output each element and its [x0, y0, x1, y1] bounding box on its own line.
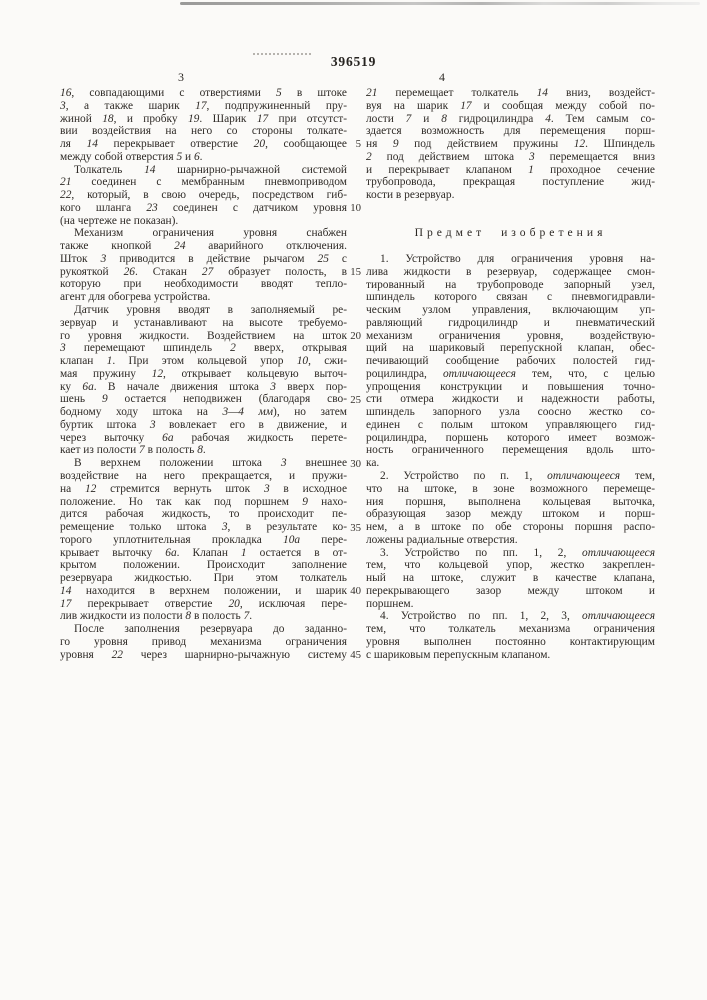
text-line: рукояткой 26. Стакан 27 образует полость, в — [60, 265, 347, 278]
text-line: жиной 18, и пробку 19. Шарик 17 при отсутст- — [60, 112, 348, 125]
text-line: что на штоке, в зоне возможного перемеще- — [366, 482, 655, 495]
blank-gap — [366, 240, 655, 253]
column-number-right: 4 — [439, 70, 445, 84]
line-number-gutter — [335, 0, 361, 1000]
text-line: тированный на трубопроводе запорный узел, — [366, 278, 655, 291]
blank-gap — [366, 202, 655, 228]
text-line: 4. Устройство по пп. 1, 2, 3, отличающееся — [380, 610, 655, 623]
text-line: шпиндель которого связан с пневмогидравли- — [366, 291, 655, 304]
text-line: механизм ограничения уровня, воздействую- — [366, 329, 655, 342]
text-line: 3. Устройство по пп. 1, 2, отличающееся — [380, 546, 655, 559]
text-line: сти отмера жидкости и надежности работы, — [366, 393, 655, 406]
text-line: вии воздействия на него со стороны толкате- — [60, 125, 347, 138]
text-line: го уровня привод механизма ограничения — [60, 635, 347, 648]
text-line: упрощения конструкции и повышения точно- — [366, 380, 655, 393]
gutter-line-number: 30 — [350, 457, 361, 470]
column-number-left: 3 — [178, 70, 184, 84]
column-right — [366, 87, 655, 661]
text-line: крытом положении. Происходит заполнение — [60, 559, 347, 572]
text-line: которую при необходимости вводят тепло- — [60, 278, 347, 291]
text-line: Толкатель 14 шарнирно-рычажной системой — [74, 163, 347, 176]
text-line: положение. Но так как под поршнем 9 нахо- — [60, 495, 347, 508]
text-line: ка. — [366, 457, 380, 470]
text-line: шпиндель запорного узла соосно жестко со- — [366, 406, 655, 419]
gutter-line-number: 45 — [350, 649, 361, 662]
text-line: ля 14 перекрывает отверстие 20, сообщающее — [60, 138, 347, 151]
text-line: роцилиндра, отличающееся тем, что, с целью — [366, 367, 655, 380]
text-line: ния поршня, выполнена кольцевая выточка, — [366, 495, 655, 508]
text-line: кости в резервуар. — [366, 189, 455, 202]
text-line: 3 перемещают шпиндель 2 вверх, открывая — [60, 342, 347, 355]
text-line: вуя на шарик 17 и сообщая между собой по- — [366, 99, 655, 112]
text-line: ность ограниченного перемещения вдоль што- — [366, 444, 655, 457]
text-line: ложены радиальные отверстия. — [366, 533, 518, 546]
text-line: тем, что кольцевой упор, жестко закреплен- — [366, 559, 655, 572]
text-line: торого уплотнительная прокладка 10а пере- — [60, 533, 347, 546]
text-line: лива жидкости в резервуар, содержащее смон- — [366, 265, 655, 278]
section-heading: Предмет изобретения — [414, 226, 607, 240]
text-line: дится рабочая жидкость, то происходит пе- — [60, 508, 347, 521]
text-line: перекрывающего зазор между штоком и — [366, 584, 655, 597]
text-line: здается возможность для перемещения порш- — [366, 125, 655, 138]
text-line: ку 6а. В начале движения штока 3 вверх пор- — [60, 380, 347, 393]
text-line: кого шланга 23 соединен с датчиком уровня — [60, 201, 348, 214]
text-line: 3, а также шарик 17, подпружиненный пру- — [60, 99, 347, 112]
text-line: го уровня жидкости. Воздействием на шток — [60, 329, 347, 342]
text-line: трубопровода, прекращая поступление жид- — [366, 176, 655, 189]
text-line: поршнем. — [366, 597, 414, 610]
gutter-line-number: 25 — [350, 393, 361, 406]
text-line: щий на шариковый перепускной клапан, обес- — [366, 342, 655, 355]
scan-artifact-smudge — [180, 2, 700, 5]
text-line: ремещение только штока 3, в результате ко- — [60, 521, 347, 534]
text-line: ня 9 под действием пружины 12. Шпиндель — [366, 138, 655, 151]
text-line: уровня 22 через шарнирно-рычажную систему — [60, 648, 347, 661]
text-line: 1. Устройство для ограничения уровня на- — [380, 252, 655, 265]
column-left — [60, 87, 347, 661]
text-line: равляющий гидроцилиндр и пневматический — [366, 316, 655, 329]
gutter-line-number: 15 — [350, 265, 361, 278]
gutter-line-number: 20 — [350, 329, 361, 342]
text-line: 22, который, в свою очередь, посредством гиб- — [60, 189, 347, 202]
text-line: крывает выточку 6а. Клапан 1 остается в от- — [60, 546, 347, 559]
text-line: Датчик уровня вводят в заполняемый ре- — [74, 304, 347, 317]
text-line: кает из полости 7 в полость 8. — [60, 444, 206, 457]
text-line: (на чертеже не показан). — [60, 214, 179, 227]
text-line: 17 перекрывает отверстие 20, исключая пере- — [60, 597, 347, 610]
text-line: нем, а в штоке по обе стороны поршня распо- — [366, 521, 655, 534]
patent-number: 396519 — [330, 54, 377, 69]
gutter-line-number: 40 — [350, 585, 361, 598]
text-line: В верхнем положении штока 3 внешнее — [74, 457, 347, 470]
text-line: буртик штока 3 вовлекает его в движение, и — [60, 418, 347, 431]
text-line: между собой отверстия 5 и 6. — [60, 150, 203, 163]
text-line: 21 соединен с мембранным пневмоприводом — [60, 176, 347, 189]
text-line: также кнопкой 24 аварийного отключения. — [60, 240, 347, 253]
text-line: агент для обогрева устройства. — [60, 291, 211, 304]
text-line: резервуара жидкостью. При этом толкатель — [60, 572, 347, 585]
text-line: 16, совпадающими с отверстиями 5 в штоке — [60, 87, 347, 99]
text-line: Механизм ограничения уровня снабжен — [74, 227, 347, 240]
text-line: мая пружину 12, открывает кольцевую выточ- — [60, 367, 347, 380]
text-line: Шток 3 приводится в действие рычагом 25 с — [60, 252, 347, 265]
text-line: 2. Устройство по п. 1, отличающееся тем, — [380, 469, 655, 482]
text-line: ческим узлом управления, включающим уп- — [366, 304, 655, 317]
text-line: шень 9 остается неподвижен (благодаря сво- — [60, 393, 347, 406]
text-line: на 12 стремится вернуть шток 3 в исходное — [60, 482, 348, 495]
text-line: воздействие на него прекращается, и пружи- — [60, 469, 347, 482]
text-line: 2 под действием штока 3 перемещается вниз — [366, 150, 655, 163]
text-line: единен с полым штоком управляющего гид- — [366, 418, 655, 431]
gutter-line-number: 5 — [355, 138, 361, 151]
text-line: 14 находится в верхнем положении, и шарик — [60, 584, 347, 597]
text-line: с шариковым перепускным клапаном. — [366, 648, 551, 661]
text-line: лив жидкости из полости 8 в полость 7. — [60, 610, 253, 623]
gutter-line-number: 10 — [350, 202, 361, 215]
text-line: ный на штоке, служит в качестве клапана, — [366, 572, 655, 585]
text-line: через выточку 6а рабочая жидкость перете- — [60, 431, 347, 444]
text-line: бодному ходу штока на 3—4 мм), но затем — [60, 406, 348, 419]
text-line: образующая зазор между штоком и порш- — [366, 508, 655, 521]
text-line: лости 7 и 8 гидроцилиндра 4. Тем самым со- — [366, 112, 656, 125]
text-line: 21 перемещает толкатель 14 вниз, воздейст- — [366, 87, 655, 99]
text-line: клапан 1. При этом кольцевой упор 10, сжи- — [60, 355, 348, 368]
text-line: После заполнения резервуара до заданно- — [74, 623, 347, 636]
text-line: печивающий сообщение рабочих полостей гид- — [366, 355, 655, 368]
text-line: уровня выполнен постоянно контактирующим — [366, 635, 655, 648]
text-line: и перекрывает клапаном 1 проходное сечение — [366, 163, 655, 176]
gutter-line-number: 35 — [350, 521, 361, 534]
text-line: тем, что толкатель механизма ограничения — [366, 623, 655, 636]
text-line: зервуар и устанавливают на высоте требуемо- — [60, 316, 347, 329]
text-line: роцилиндра, поршень которого имеет возмож- — [366, 431, 655, 444]
